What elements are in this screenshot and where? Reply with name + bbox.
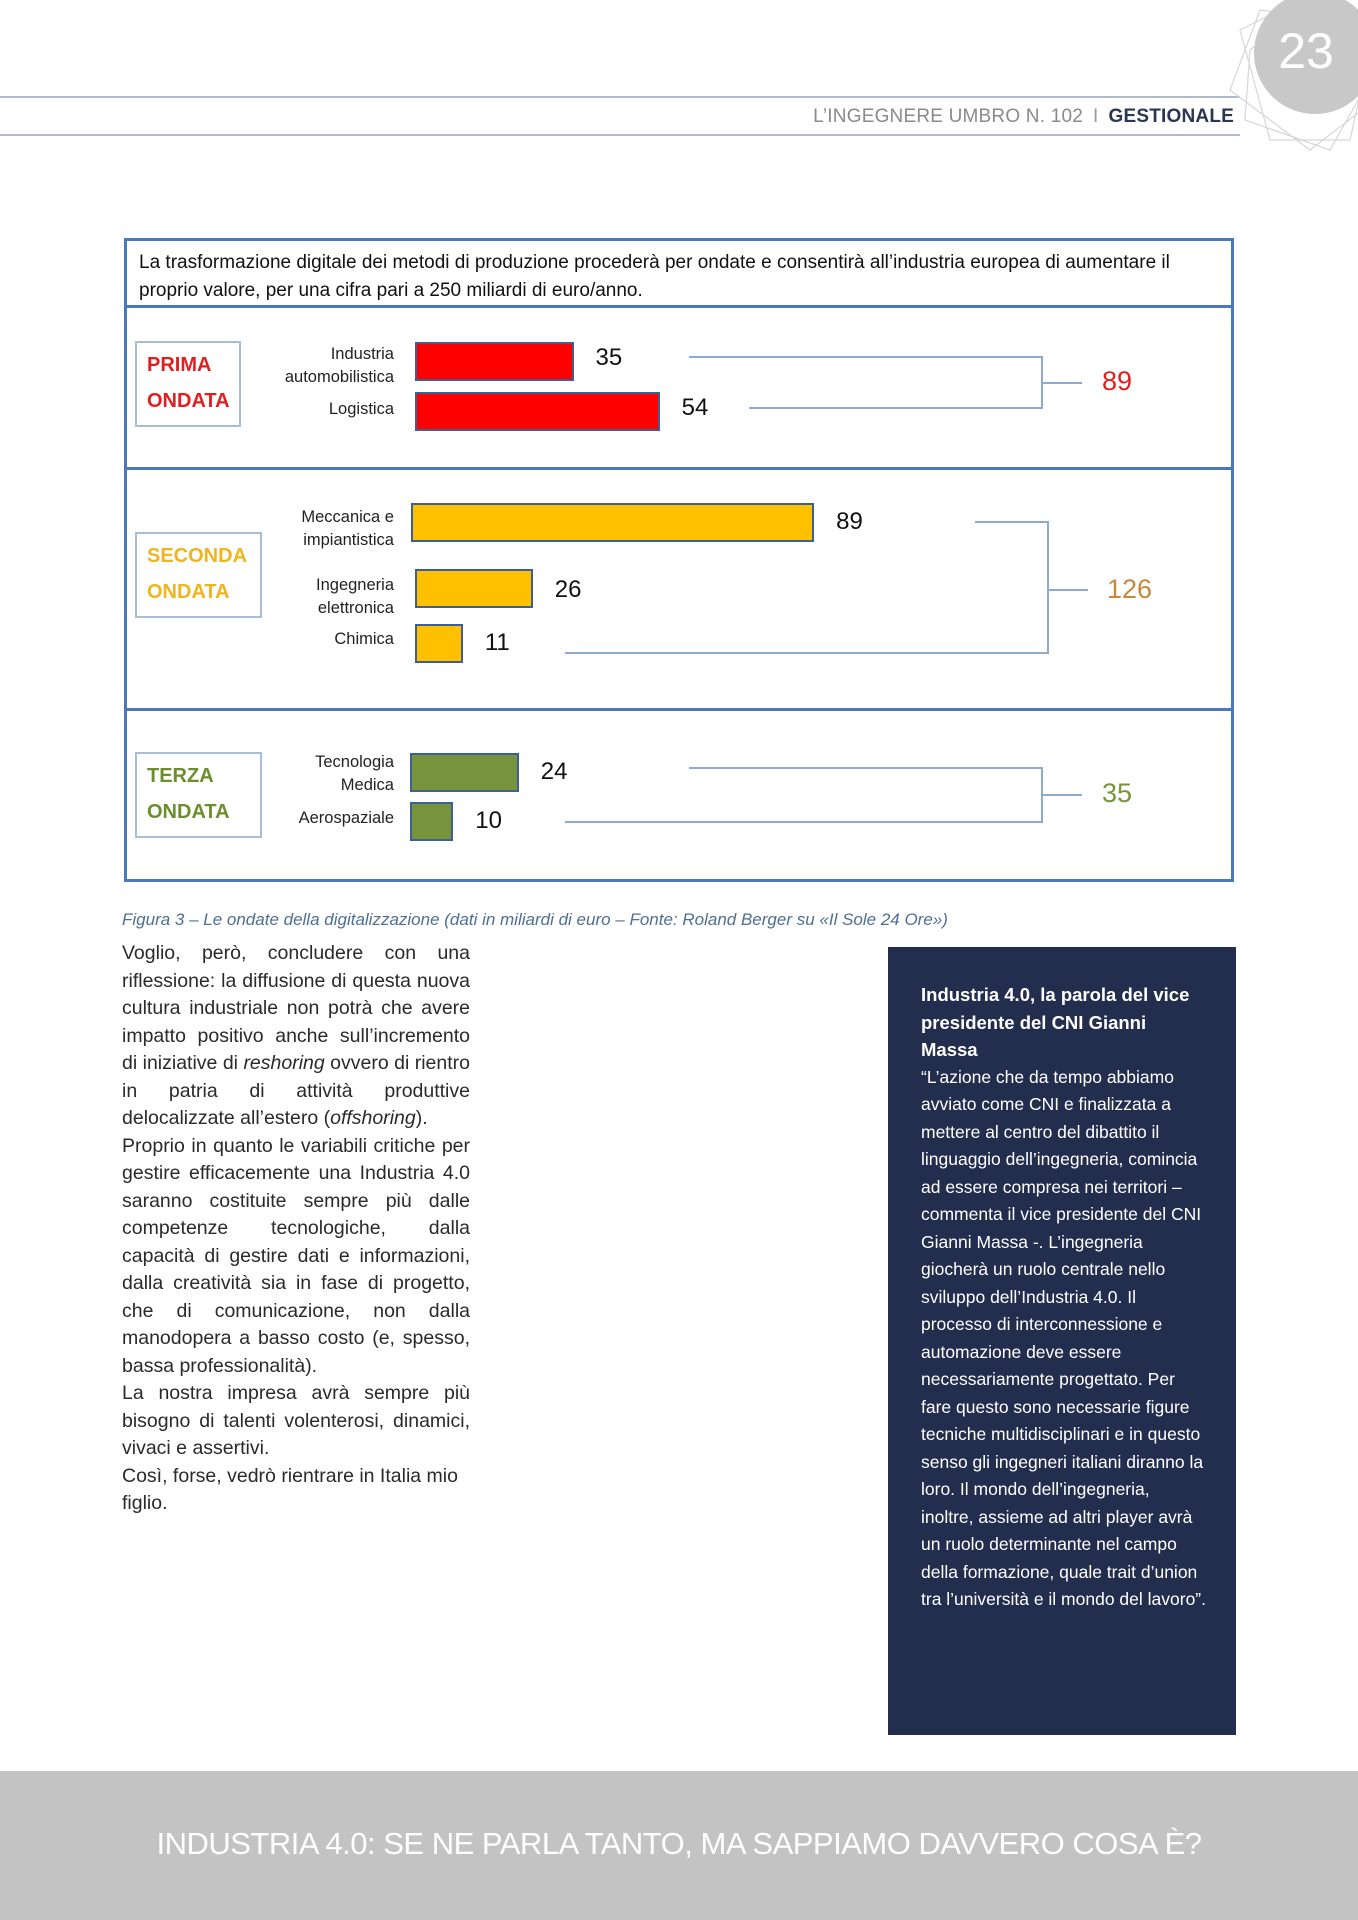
category-label-line: Tecnologia xyxy=(315,753,394,771)
paragraph: Così, forse, vedrò rientrare in Italia mio figlio. xyxy=(122,1464,458,1514)
wave-label-line: ONDATA xyxy=(147,801,230,823)
paragraph xyxy=(122,940,470,1133)
wave-label-line: ONDATA xyxy=(147,390,230,412)
group-total: 89 xyxy=(1102,366,1133,396)
text-run: ). xyxy=(415,1107,428,1129)
figure-title: La trasformazione digitale dei metodi di produzione procederà per ondate e consentirà all’industria europea di aumentare il proprio valore, per una cifra pari a 250 miliardi di euro/anno. xyxy=(127,241,1231,308)
article-body xyxy=(122,940,470,1518)
sidebar-title: Industria 4.0, la parola del vice presidente del CNI Gianni Massa xyxy=(921,984,1190,1060)
value-label: 35 xyxy=(595,344,623,371)
text-run: Voglio, però, concludere con una riflessione: la diffusione di questa nuova cultura industriale non potrà che avere impatto positivo anche sull’incremento di iniziative di xyxy=(122,942,470,1074)
category-label-line: Meccanica e xyxy=(301,508,394,526)
group-total: 35 xyxy=(1102,778,1133,808)
running-head xyxy=(813,104,1234,130)
bracket-third xyxy=(127,711,1231,879)
value-label: 24 xyxy=(540,758,568,785)
value-label: 89 xyxy=(836,508,863,535)
text-run: ovvero di rientro in patria di attività produttive delocalizzate all’estero ( xyxy=(122,1052,471,1129)
wave-section-second xyxy=(127,470,1231,708)
category-label-line: Ingegneria xyxy=(316,576,394,594)
category-label-line: Logistica xyxy=(328,400,394,418)
value-label: 11 xyxy=(484,629,510,656)
category-label-line: Industria xyxy=(330,345,394,363)
wave-label-line: TERZA xyxy=(147,765,214,787)
category-label-line: Aerospaziale xyxy=(298,809,394,827)
section-name: GESTIONALE xyxy=(1108,106,1234,127)
figure-caption: Figura 3 – Le ondate della digitalizzazione (dati in miliardi di euro – Fonte: Roland Berger su «Il Sole 24 Ore») xyxy=(122,910,948,929)
page-number: 23 xyxy=(1278,23,1334,79)
paragraph: Proprio in quanto le variabili critiche per gestire efficacemente una Industria 4.0 saranno costituite sempre più dalle competenze tecnologiche, dalla capacità di gestire dati e informazioni, dalla creatività sia in fase di progetto, che di comunicazione, non dalla manodopera a basso costo (e, spesso, bassa professionalità). xyxy=(122,1134,470,1377)
category-label-line: Medica xyxy=(340,776,394,794)
emphasis: reshoring xyxy=(243,1052,325,1074)
value-label: 54 xyxy=(681,394,709,421)
emphasis: offshoring xyxy=(330,1107,416,1129)
category-label-line: automobilistica xyxy=(284,368,394,386)
footer-headline: INDUSTRIA 4.0: SE NE PARLA TANTO, MA SAPPIAMO DAVVERO COSA È? xyxy=(156,1826,1202,1861)
header-rule-top xyxy=(0,96,1240,98)
paragraph: La nostra impresa avrà sempre più bisogno di talenti volenterosi, dinamici, vivaci e assertivi. xyxy=(122,1382,470,1459)
wave-label-line: PRIMA xyxy=(147,354,212,376)
header-rule-bottom xyxy=(0,134,1240,136)
wave-section-first xyxy=(127,308,1231,467)
figure-digital-waves xyxy=(124,238,1234,882)
header-separator: I xyxy=(1093,106,1099,127)
group-total: 126 xyxy=(1107,574,1153,604)
wave-section-third xyxy=(127,711,1231,879)
wave-label-line: SECONDA xyxy=(147,545,248,567)
category-label-line: Chimica xyxy=(334,630,394,648)
value-label: 26 xyxy=(554,576,582,603)
value-label: 10 xyxy=(475,807,502,834)
category-label-line: elettronica xyxy=(317,599,394,617)
bracket-second xyxy=(127,470,1231,708)
sidebar-quote: “L’azione che da tempo abbiamo avviato come CNI e finalizzata a mettere al centro del dibattito il linguaggio dell’ingegneria, comincia ad essere compresa nei territori –commenta il vice presidente del CNI Gianni Massa -. L’ingegneria giocherà un ruolo centrale nello sviluppo dell’Industria 4.0. Il processo di interconnessione e automazione deve essere necessariamente progettato. Per fare questo sono necessarie figure tecniche multidisciplinari e in questo senso gli ingegneri italiani diranno la loro. Il mondo dell’ingegneria, inoltre, assieme ad altri player avrà un ruolo determinante nel campo della formazione, quale trait d’union tra l’università e il mondo del lavoro”. xyxy=(921,1066,1206,1609)
publication-title: L’INGEGNERE UMBRO N. 102 xyxy=(813,106,1083,127)
bracket-first xyxy=(127,308,1231,467)
sidebar-box xyxy=(888,947,1236,1735)
wave-label-line: ONDATA xyxy=(147,581,230,603)
category-label-line: impiantistica xyxy=(303,531,394,549)
